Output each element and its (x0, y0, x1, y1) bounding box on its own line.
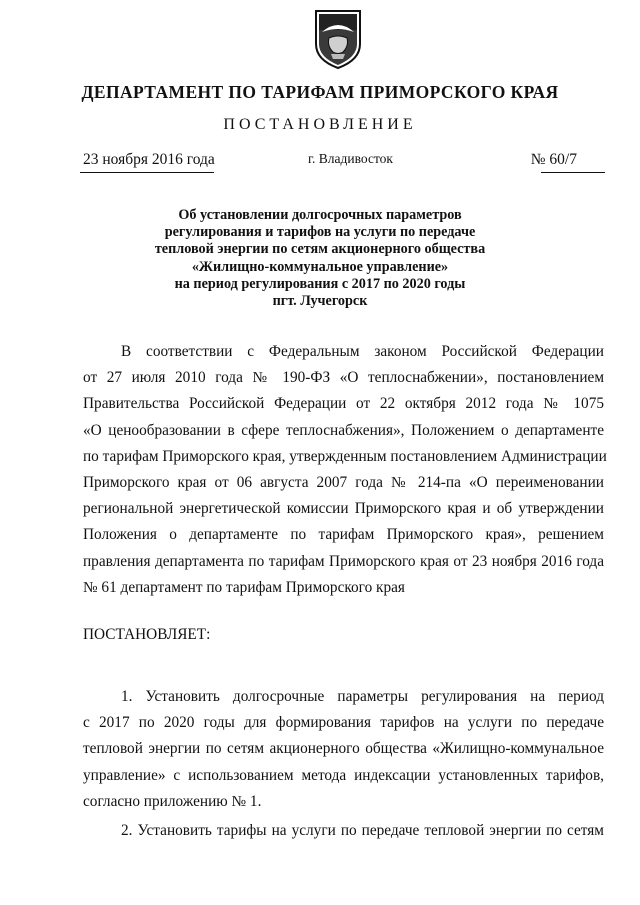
text-line: Приморского края от 06 августа 2007 года № 214-па «О переименовании (83, 473, 604, 491)
text-line: 1. Установить долгосрочные параметры регулирования на период (121, 688, 604, 705)
text-line: согласно приложению № 1. (83, 792, 262, 810)
number-underline (541, 172, 605, 173)
resolves-heading: ПОСТАНОВЛЯЕТ: (83, 626, 211, 643)
document-date: 23 ноября 2016 года (83, 151, 215, 168)
text-line: 2. Установить тарифы на услуги по передаче тепловой энергии по сетям (121, 822, 604, 839)
text-line: В соответствии с Федеральным законом Российской Федерации (121, 343, 604, 360)
text-line: тепловой энергии по сетям акционерного общества «Жилищно-коммунальное (83, 740, 604, 758)
item-2-paragraph (83, 818, 604, 844)
document-title (100, 207, 540, 310)
text-line: по тарифам Приморского края, утвержденным постановлением Администрации (83, 447, 607, 465)
text-line: Правительства Российской Федерации от 22 октября 2012 года № 1075 (83, 395, 604, 413)
document-city: г. Владивосток (308, 151, 393, 166)
text-line: Положения о департаменте по тарифам Приморского края», решением (83, 526, 604, 544)
text-line: № 61 департамент по тарифам Приморского края (83, 578, 405, 596)
title-line: тепловой энергии по сетям акционерного общества (154, 241, 486, 258)
title-line: на период регулирования с 2017 по 2020 годы (174, 275, 466, 292)
text-line: с 2017 по 2020 годы для формирования тарифов на услуги по передаче (83, 714, 604, 732)
text-line: управление» с использованием метода индексации установленных тарифов, (83, 766, 604, 784)
item-1-paragraph (83, 684, 604, 815)
coat-of-arms-icon (313, 8, 363, 70)
text-line: региональной энергетической комиссии Приморского края и об утверждении (83, 500, 604, 518)
title-line: регулирования и тарифов на услуги по передаче (164, 224, 476, 241)
title-line: «Жилищно-коммунальное управление» (191, 258, 449, 275)
department-name: ДЕПАРТАМЕНТ ПО ТАРИФАМ ПРИМОРСКОГО КРАЯ (81, 82, 559, 102)
title-line: пгт. Лучегорск (272, 293, 368, 310)
title-line: Об установлении долгосрочных параметров (178, 207, 462, 223)
text-line: правления департамента по тарифам Приморского края от 23 ноября 2016 года (83, 552, 604, 570)
preamble-paragraph (83, 339, 607, 601)
date-underline (80, 172, 214, 173)
text-line: «О ценообразовании в сфере теплоснабжения», Положением о департаменте (83, 421, 604, 439)
document-number: № 60/7 (530, 151, 577, 168)
text-line: от 27 июля 2010 года № 190-ФЗ «О теплоснабжении», постановлением (83, 369, 604, 387)
document-type: ПОСТАНОВЛЕНИЕ (223, 116, 417, 133)
